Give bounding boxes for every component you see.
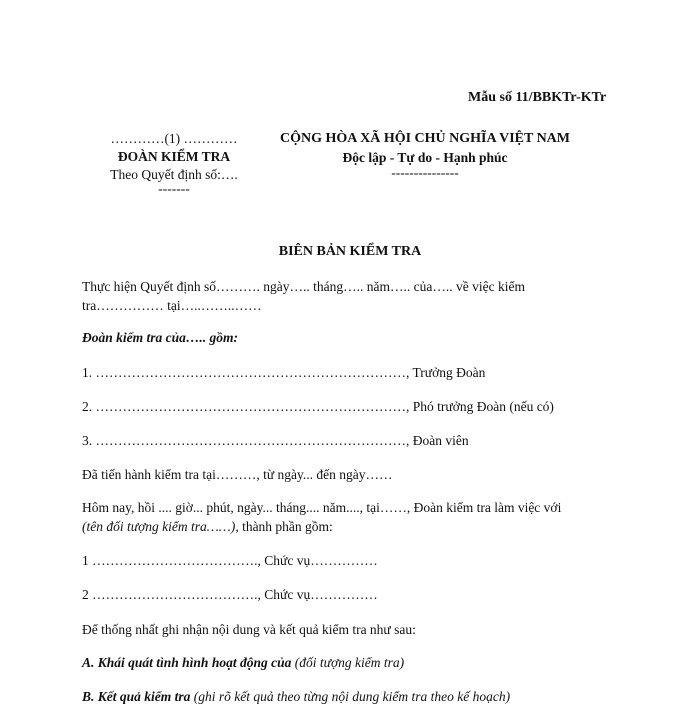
intro-line-2: tra…………… tại…..……..…… — [82, 298, 262, 313]
inspected-object-placeholder: (tên đối tượng kiểm tra……) — [82, 519, 236, 534]
section-a-note: (đối tượng kiểm tra) — [291, 655, 405, 670]
member-line-3: 3. ……………………………………………………………, Đoàn viên — [82, 433, 469, 448]
section-b-heading — [82, 689, 510, 705]
agency-name: …………(1) ………… — [110, 131, 238, 146]
inspection-team-heading: ĐOÀN KIỂM TRA — [117, 149, 231, 164]
decision-number: Theo Quyết định số:…. — [110, 167, 238, 182]
member-line-2: 2. ……………………………………………………………, Phó trưởng Đoàn (nếu có) — [82, 399, 554, 414]
section-b-title: B. Kết quả kiểm tra — [82, 689, 191, 704]
left-header-rule: ------- — [158, 181, 190, 196]
intro-line-1: Thực hiện Quyết định số………. ngày….. tháng….. năm….. của….. về việc kiểm — [82, 279, 525, 294]
today-line-2 — [82, 519, 333, 535]
right-header-rule: --------------- — [391, 165, 459, 180]
today-line-2-rest: , thành phần gồm: — [235, 519, 333, 534]
agreement-line: Để thống nhất ghi nhận nội dung và kết quả kiểm tra như sau: — [82, 622, 416, 637]
country-name: CỘNG HÒA XÃ HỘI CHỦ NGHĨA VIỆT NAM — [279, 131, 570, 146]
section-b-note: (ghi rõ kết quả theo từng nội dung kiểm tra theo kế hoạch) — [190, 689, 511, 704]
inspected-at-line: Đã tiến hành kiểm tra tại………, từ ngày... đến ngày…… — [82, 467, 393, 482]
member-line-1: 1. ……………………………………………………………, Trưởng Đoàn — [82, 365, 486, 380]
today-line-1: Hôm nay, hồi .... giờ... phút, ngày... tháng.... năm...., tại……, Đoàn kiểm tra làm việc với — [82, 500, 562, 515]
representative-line-1: 1 ………………………………., Chức vụ…………… — [82, 553, 378, 568]
representative-line-2: 2 ………………………………., Chức vụ…………… — [82, 587, 378, 602]
section-a-heading — [82, 655, 404, 671]
section-a-title: A. Khái quát tình hình hoạt động của — [82, 655, 292, 670]
form-number: Mẫu số 11/BBKTr-KTr — [468, 90, 607, 105]
national-motto: Độc lập - Tự do - Hạnh phúc — [342, 150, 508, 165]
document-title: BIÊN BẢN KIỂM TRA — [278, 244, 422, 259]
team-heading: Đoàn kiểm tra của….. gồm: — [82, 330, 239, 345]
